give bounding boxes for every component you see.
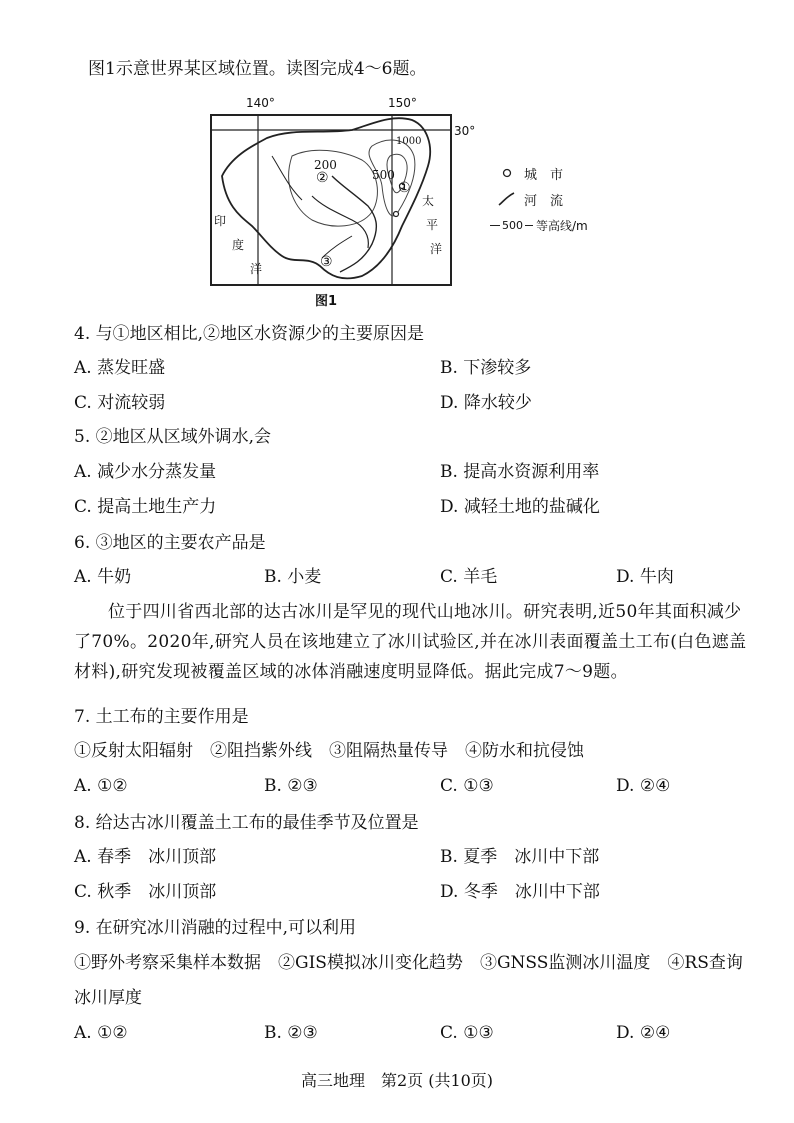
ocean-label-pacific-2: 平	[426, 218, 439, 232]
longitude-label-150: 150°	[388, 96, 417, 110]
question-6-stem: 6. ③地区的主要农产品是	[74, 533, 266, 553]
map-legend	[490, 160, 588, 238]
question-4-option-b[interactable]: B. 下渗较多	[440, 358, 532, 378]
question-6-option-c[interactable]: C. 羊毛	[440, 567, 498, 587]
question-8-option-a[interactable]: A. 春季 冰川顶部	[74, 847, 217, 867]
contour-label-200: 200	[314, 158, 337, 172]
latitude-label-30: 30°	[454, 124, 476, 138]
question-4-option-c[interactable]: C. 对流较弱	[74, 393, 166, 413]
region-marker-2: ②	[316, 170, 329, 186]
question-7-option-b[interactable]: B. ②③	[264, 776, 318, 796]
figure-1-map	[206, 96, 476, 296]
question-7-option-c[interactable]: C. ①③	[440, 776, 494, 796]
question-9-statements-line-1: ①野外考察采集样本数据 ②GIS模拟冰川变化趋势 ③GNSS监测冰川温度 ④RS查询	[74, 953, 743, 973]
question-9-statements-line-2: 冰川厚度	[74, 988, 142, 1008]
question-9-option-a[interactable]: A. ①②	[74, 1023, 128, 1043]
question-5-option-d[interactable]: D. 减轻土地的盐碱化	[440, 497, 600, 517]
question-4-stem: 4. 与①地区相比,②地区水资源少的主要原因是	[74, 324, 425, 344]
question-6-option-b[interactable]: B. 小麦	[264, 567, 322, 587]
legend-item-city: 城 市	[490, 160, 588, 186]
city-icon	[490, 167, 524, 179]
question-5-option-b[interactable]: B. 提高水资源利用率	[440, 462, 600, 482]
ocean-label-indian-1: 印	[214, 214, 227, 228]
question-7-stem: 7. 土工布的主要作用是	[74, 707, 249, 727]
region-marker-1: ①	[398, 180, 411, 196]
question-5-option-a[interactable]: A. 减少水分蒸发量	[74, 462, 217, 482]
question-6-option-d[interactable]: D. 牛肉	[616, 567, 674, 587]
question-8-option-d[interactable]: D. 冬季 冰川中下部	[440, 882, 600, 902]
longitude-label-140: 140°	[246, 96, 275, 110]
region-marker-3: ③	[320, 254, 333, 270]
question-4-option-d[interactable]: D. 降水较少	[440, 393, 532, 413]
map-frame	[210, 114, 452, 286]
ocean-label-pacific-1: 太	[422, 194, 435, 208]
question-9-option-d[interactable]: D. ②④	[616, 1023, 671, 1043]
contour-label-1000: 1000	[396, 136, 422, 147]
legend-item-river: 河 流	[490, 186, 588, 212]
question-7-statements: ①反射太阳辐射 ②阻挡紫外线 ③阻隔热量传导 ④防水和抗侵蚀	[74, 741, 584, 761]
question-9-stem: 9. 在研究冰川消融的过程中,可以利用	[74, 918, 357, 938]
ocean-label-indian-3: 洋	[250, 262, 263, 276]
question-8-option-c[interactable]: C. 秋季 冰川顶部	[74, 882, 217, 902]
river-icon	[490, 191, 524, 207]
question-9-option-c[interactable]: C. ①③	[440, 1023, 494, 1043]
question-9-option-b[interactable]: B. ②③	[264, 1023, 318, 1043]
ocean-label-pacific-3: 洋	[430, 242, 443, 256]
legend-item-contour: 500 等高线/m	[490, 212, 588, 238]
question-5-stem: 5. ②地区从区域外调水,会	[74, 427, 272, 447]
glacier-passage: 位于四川省西北部的达古冰川是罕见的现代山地冰川。研究表明,近50年其面积减少了70%。2020年,研究人员在该地建立了冰川试验区,并在冰川表面覆盖土工布(白色遮盖材料),研究发现被覆盖区域的冰体消融速度明显降低。据此完成7～9题。	[74, 602, 747, 682]
question-8-option-b[interactable]: B. 夏季 冰川中下部	[440, 847, 600, 867]
figure-intro: 图1示意世界某区域位置。读图完成4～6题。	[88, 59, 427, 79]
question-7-option-d[interactable]: D. ②④	[616, 776, 671, 796]
contour-icon: 500	[490, 219, 536, 232]
contour-label-500: 500	[372, 168, 395, 182]
question-6-option-a[interactable]: A. 牛奶	[74, 567, 132, 587]
figure-caption: 图1	[315, 294, 338, 309]
question-4-option-a[interactable]: A. 蒸发旺盛	[74, 358, 166, 378]
ocean-label-indian-2: 度	[232, 238, 245, 252]
question-7-option-a[interactable]: A. ①②	[74, 776, 128, 796]
question-8-stem: 8. 给达古冰川覆盖土工布的最佳季节及位置是	[74, 813, 419, 833]
question-5-option-c[interactable]: C. 提高土地生产力	[74, 497, 217, 517]
page-footer: 高三地理 第2页 (共10页)	[300, 1071, 494, 1090]
